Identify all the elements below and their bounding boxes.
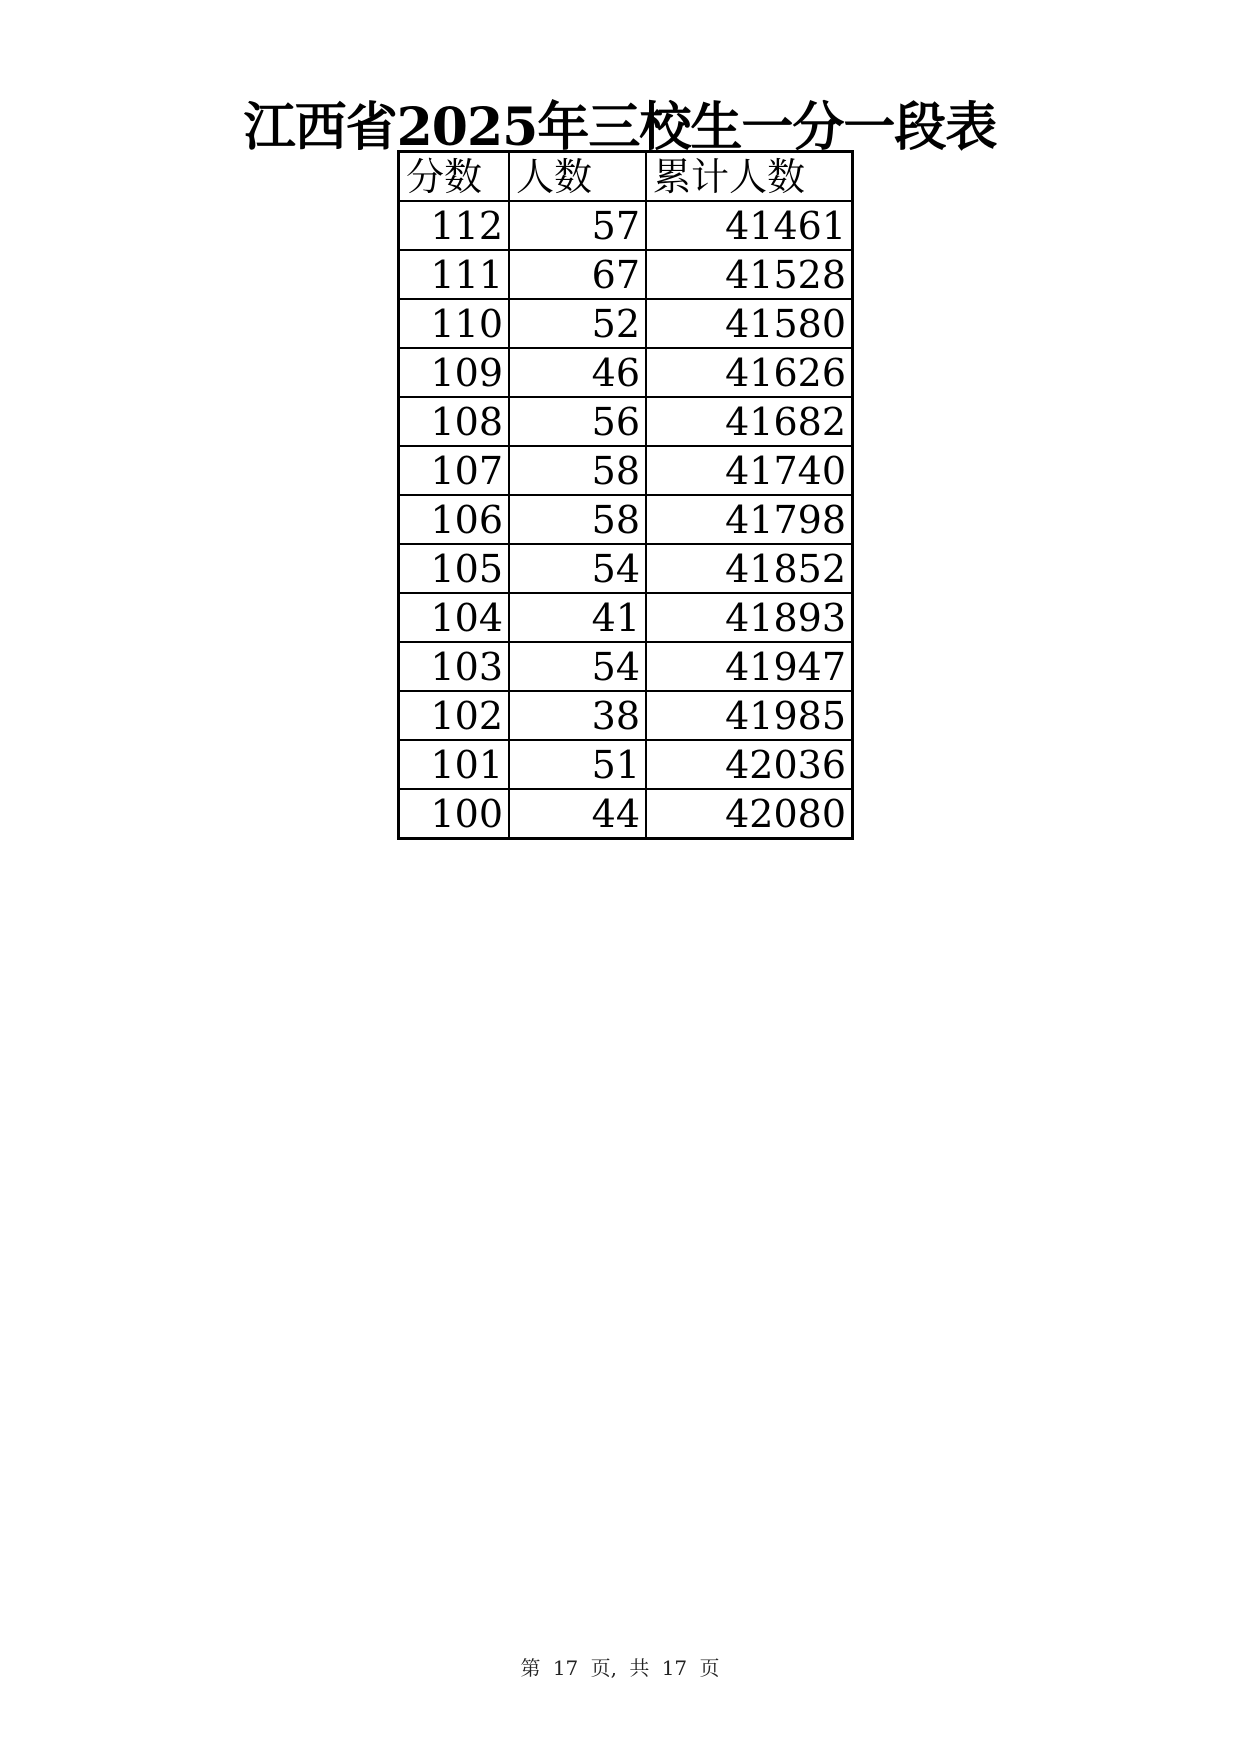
cell-score: 108 bbox=[399, 397, 510, 446]
cell-score: 102 bbox=[399, 691, 510, 740]
score-distribution-table bbox=[397, 150, 854, 840]
cell-count: 58 bbox=[509, 495, 646, 544]
cell-cumulative: 41947 bbox=[646, 642, 853, 691]
cell-score: 104 bbox=[399, 593, 510, 642]
cell-count: 44 bbox=[509, 789, 646, 839]
cell-score: 106 bbox=[399, 495, 510, 544]
cell-count: 51 bbox=[509, 740, 646, 789]
page-footer: 第 17 页, 共 17 页 bbox=[520, 1656, 720, 1680]
cell-count: 58 bbox=[509, 446, 646, 495]
cell-cumulative: 41852 bbox=[646, 544, 853, 593]
table-row bbox=[399, 642, 853, 691]
cell-score: 101 bbox=[399, 740, 510, 789]
cell-cumulative: 41682 bbox=[646, 397, 853, 446]
cell-count: 52 bbox=[509, 299, 646, 348]
table-row bbox=[399, 495, 853, 544]
cell-score: 105 bbox=[399, 544, 510, 593]
table-row bbox=[399, 789, 853, 839]
table-row bbox=[399, 299, 853, 348]
cell-count: 57 bbox=[509, 201, 646, 250]
table-row bbox=[399, 201, 853, 250]
cell-cumulative: 42080 bbox=[646, 789, 853, 839]
column-header-cumulative: 累计人数 bbox=[646, 152, 853, 202]
table-row bbox=[399, 348, 853, 397]
table-header-row bbox=[399, 152, 853, 202]
cell-cumulative: 41461 bbox=[646, 201, 853, 250]
table-row bbox=[399, 544, 853, 593]
table-row bbox=[399, 446, 853, 495]
table-row bbox=[399, 593, 853, 642]
cell-cumulative: 41626 bbox=[646, 348, 853, 397]
cell-count: 41 bbox=[509, 593, 646, 642]
table-row bbox=[399, 691, 853, 740]
column-header-score: 分数 bbox=[399, 152, 510, 202]
cell-count: 56 bbox=[509, 397, 646, 446]
cell-count: 46 bbox=[509, 348, 646, 397]
cell-score: 110 bbox=[399, 299, 510, 348]
cell-score: 107 bbox=[399, 446, 510, 495]
cell-count: 54 bbox=[509, 642, 646, 691]
table-row bbox=[399, 250, 853, 299]
table-row bbox=[399, 397, 853, 446]
cell-count: 54 bbox=[509, 544, 646, 593]
table-row bbox=[399, 740, 853, 789]
cell-cumulative: 41580 bbox=[646, 299, 853, 348]
cell-score: 111 bbox=[399, 250, 510, 299]
cell-score: 100 bbox=[399, 789, 510, 839]
cell-score: 109 bbox=[399, 348, 510, 397]
cell-cumulative: 41893 bbox=[646, 593, 853, 642]
cell-cumulative: 41528 bbox=[646, 250, 853, 299]
cell-count: 38 bbox=[509, 691, 646, 740]
cell-cumulative: 41740 bbox=[646, 446, 853, 495]
cell-score: 112 bbox=[399, 201, 510, 250]
cell-cumulative: 41985 bbox=[646, 691, 853, 740]
cell-cumulative: 42036 bbox=[646, 740, 853, 789]
column-header-count: 人数 bbox=[509, 152, 646, 202]
cell-score: 103 bbox=[399, 642, 510, 691]
cell-count: 67 bbox=[509, 250, 646, 299]
page-title: 江西省2025年三校生一分一段表 bbox=[243, 97, 997, 158]
cell-cumulative: 41798 bbox=[646, 495, 853, 544]
